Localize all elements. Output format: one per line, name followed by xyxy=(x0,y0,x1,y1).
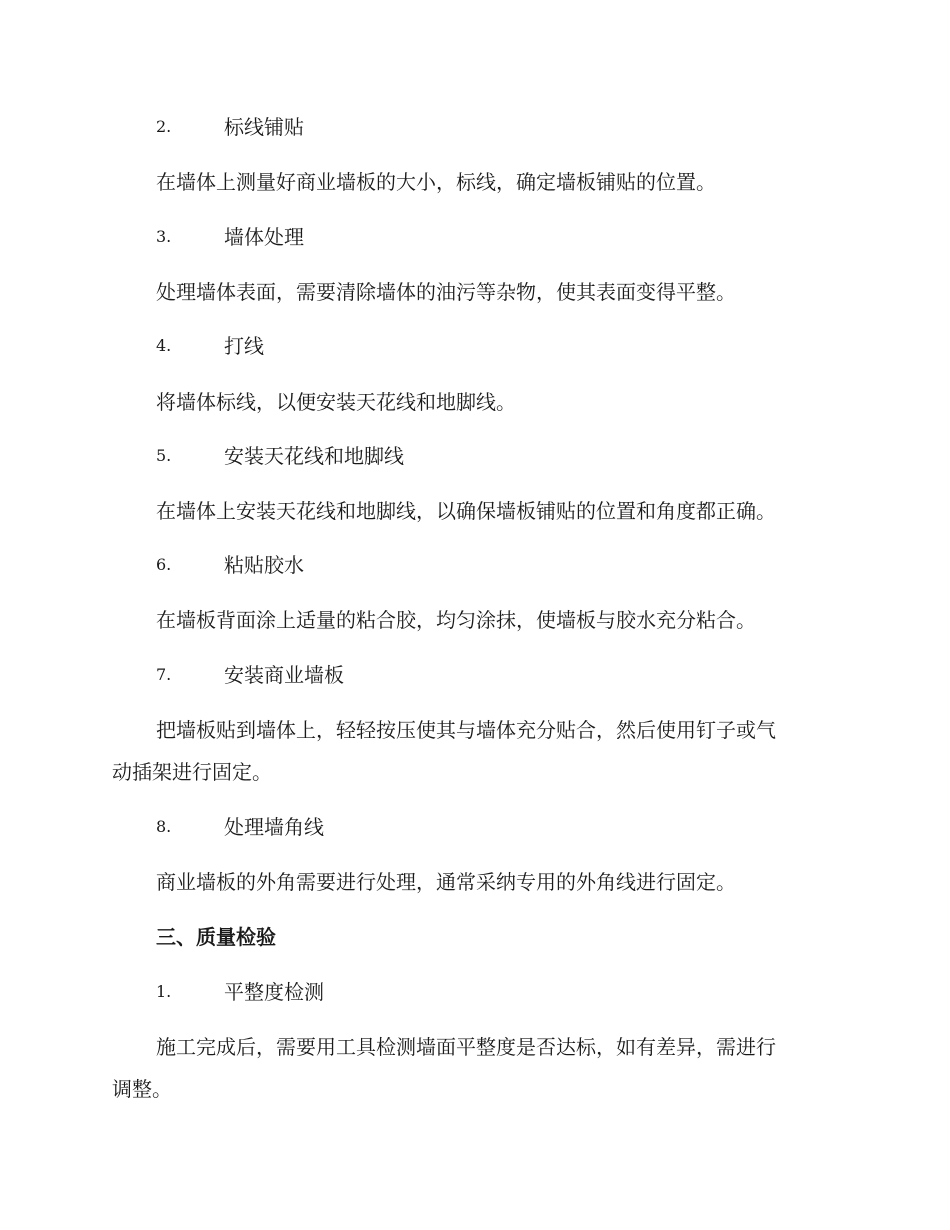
paragraph-line: 在墙板背面涂上适量的粘合胶，均匀涂抹，使墙板与胶水充分粘合。 xyxy=(156,608,756,632)
paragraph-line: 把墙板贴到墙体上，轻轻按压使其与墙体充分贴合，然后使用钉子或气 xyxy=(156,718,776,742)
step-title: 安装商业墙板 xyxy=(224,663,344,687)
step-title: 粘贴胶水 xyxy=(224,553,304,577)
paragraph-line: 处理墙体表面，需要清除墙体的油污等杂物，使其表面变得平整。 xyxy=(156,280,736,304)
step-number: 3. xyxy=(156,227,172,246)
step-title: 处理墙角线 xyxy=(224,815,324,839)
step-number: 2. xyxy=(156,117,172,136)
step-title: 安装天花线和地脚线 xyxy=(224,444,404,468)
paragraph-line: 将墙体标线，以便安装天花线和地脚线。 xyxy=(156,390,516,414)
paragraph-line: 在墙体上安装天花线和地脚线，以确保墙板铺贴的位置和角度都正确。 xyxy=(156,499,776,523)
paragraph-line: 调整。 xyxy=(112,1077,172,1101)
step-number: 7. xyxy=(156,665,172,684)
step-title: 墙体处理 xyxy=(224,225,304,249)
step-title: 平整度检测 xyxy=(224,980,324,1004)
paragraph-line: 商业墙板的外角需要进行处理，通常采纳专用的外角线进行固定。 xyxy=(156,870,736,894)
step-title: 打线 xyxy=(224,334,264,358)
paragraph-line: 动插架进行固定。 xyxy=(112,760,272,784)
step-number: 5. xyxy=(156,446,172,465)
step-number: 1. xyxy=(156,982,172,1001)
step-title: 标线铺贴 xyxy=(224,115,304,139)
section-heading-text: 三、质量检验 xyxy=(156,925,276,949)
step-number: 4. xyxy=(156,336,172,355)
step-number: 8. xyxy=(156,817,172,836)
step-number: 6. xyxy=(156,555,172,574)
paragraph-line: 施工完成后，需要用工具检测墙面平整度是否达标，如有差异，需进行 xyxy=(156,1035,776,1059)
paragraph-line: 在墙体上测量好商业墙板的大小，标线，确定墙板铺贴的位置。 xyxy=(156,170,716,194)
